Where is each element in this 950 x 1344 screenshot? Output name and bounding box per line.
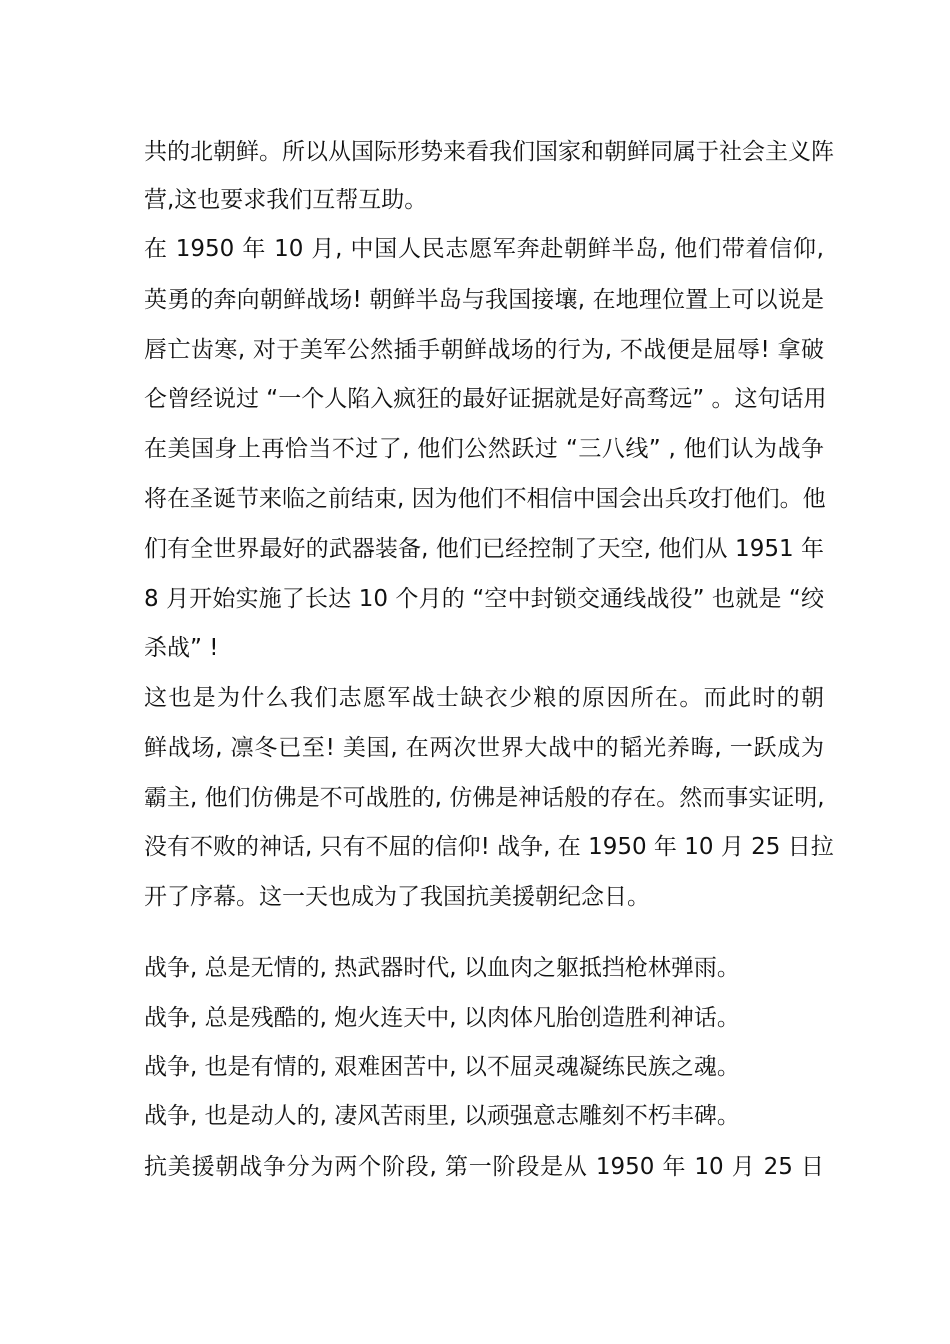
text-line: 仑曾经说过 “一个人陷入疯狂的最好证据就是好高骛远” 。这句话用 <box>144 386 827 412</box>
text-line: 鲜战场, 凛冬已至! 美国, 在两次世界大战中的韬光养晦, 一跃成为 <box>144 735 824 761</box>
text-line: 没有不败的神话, 只有不屈的信仰! 战争, 在 1950 年 10 月 25 日拉 <box>144 834 834 860</box>
text-line: 8 月开始实施了长达 10 个月的 “空中封锁交通线战役” 也就是 “绞 <box>144 586 824 612</box>
text-line: 抗美援朝战争分为两个阶段, 第一阶段是从 1950 年 10 月 25 日 <box>144 1154 824 1180</box>
text-line: 霸主, 他们仿佛是不可战胜的, 仿佛是神话般的存在。然而事实证明, <box>144 785 825 811</box>
text-line: 在 1950 年 10 月, 中国人民志愿军奔赴朝鲜半岛, 他们带着信仰, <box>144 236 824 262</box>
text-line: 唇亡齿寒, 对于美军公然插手朝鲜战场的行为, 不战便是屈辱! 拿破 <box>144 337 824 363</box>
text-line: 共的北朝鲜。所以从国际形势来看我们国家和朝鲜同属于社会主义阵 <box>144 139 834 165</box>
text-line: 们有全世界最好的武器装备, 他们已经控制了天空, 他们从 1951 年 <box>144 536 824 562</box>
text-line: 战争, 总是无情的, 热武器时代, 以血肉之躯抵挡枪林弹雨。 <box>144 955 740 981</box>
text-line: 这也是为什么我们志愿军战士缺衣少粮的原因所在。而此时的朝 <box>144 685 824 711</box>
text-line: 英勇的奔向朝鲜战场! 朝鲜半岛与我国接壤, 在地理位置上可以说是 <box>144 287 824 313</box>
text-line: 营,这也要求我们互帮互助。 <box>144 187 428 213</box>
text-line: 在美国身上再恰当不过了, 他们公然跃过 “三八线” , 他们认为战争 <box>144 436 824 462</box>
text-line: 将在圣诞节来临之前结束, 因为他们不相信中国会出兵攻打他们。他 <box>144 486 826 512</box>
text-line: 杀战” ! <box>144 635 219 661</box>
text-line: 战争, 也是动人的, 凄风苦雨里, 以顽强意志雕刻不朽丰碑。 <box>144 1103 740 1129</box>
text-line: 战争, 也是有情的, 艰难困苦中, 以不屈灵魂凝练民族之魂。 <box>144 1054 740 1080</box>
text-line: 战争, 总是残酷的, 炮火连天中, 以肉体凡胎创造胜利神话。 <box>144 1005 740 1031</box>
text-line: 开了序幕。这一天也成为了我国抗美援朝纪念日。 <box>144 884 650 910</box>
